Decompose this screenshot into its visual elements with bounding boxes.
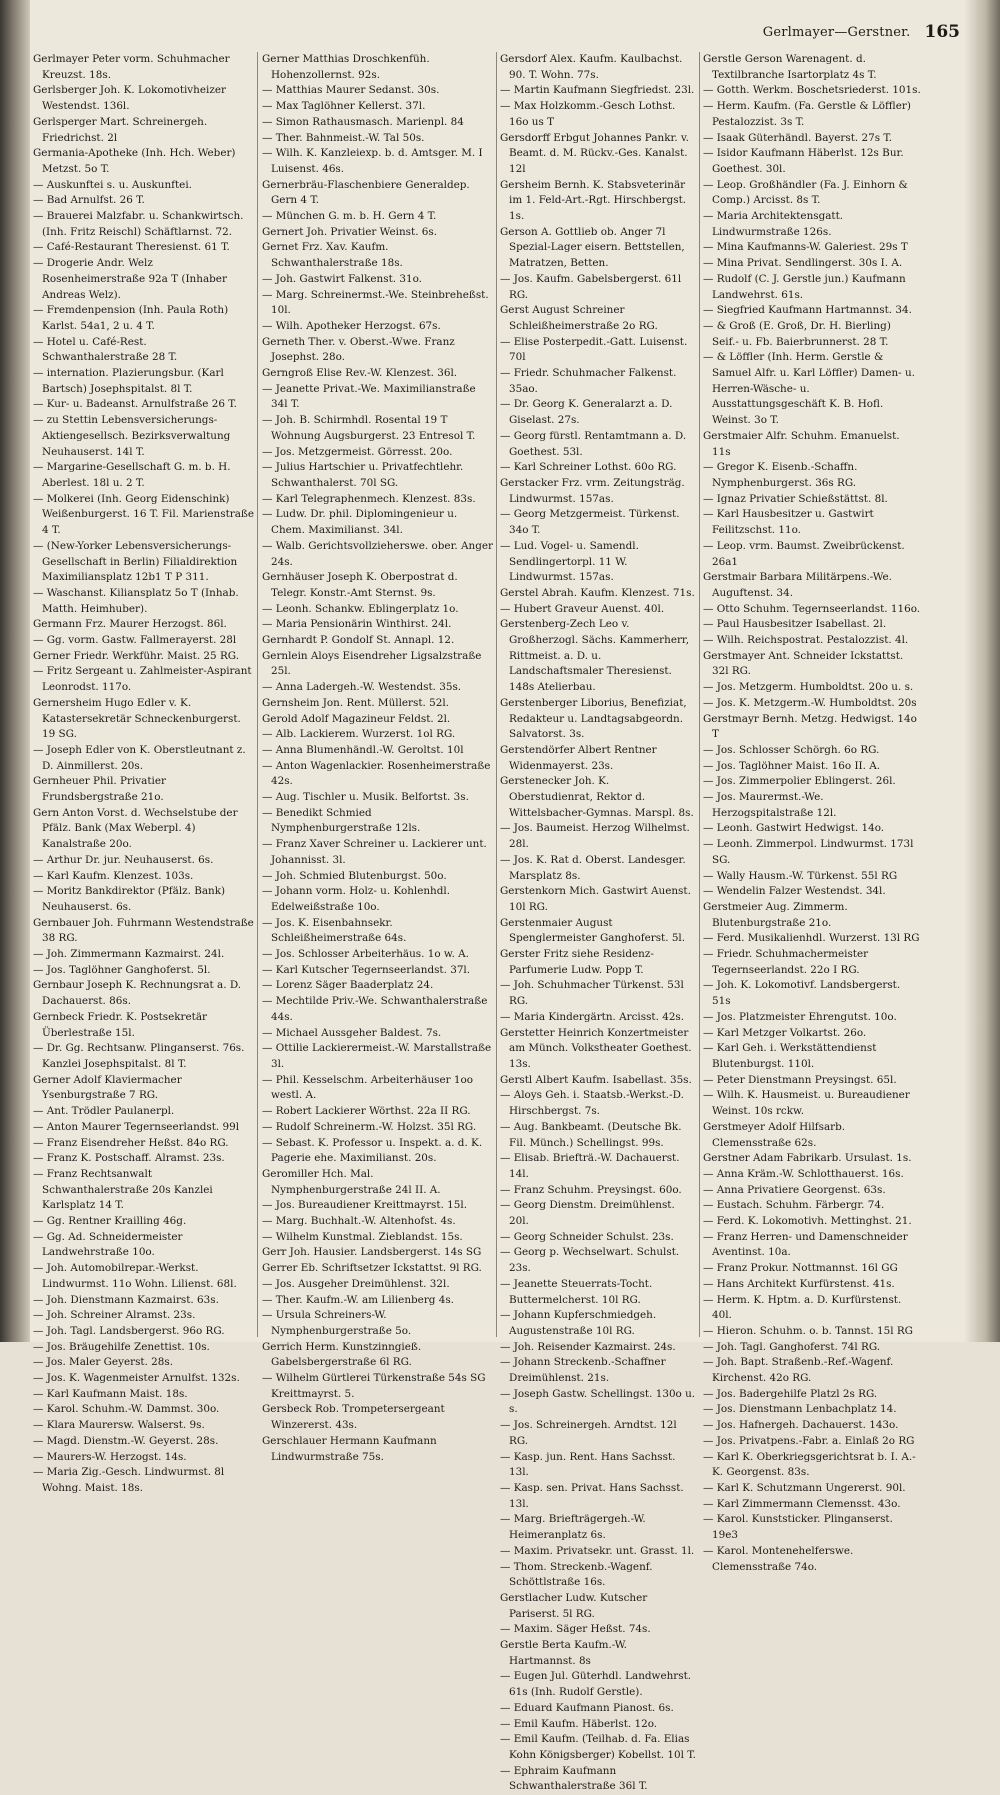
directory-entry: Gerstmair Barbara Militärpens.-We. Auguftenst. 34.	[703, 571, 892, 599]
directory-entry: — Jos. Privatpens.-Fabr. a. Einlaß 2o RG	[703, 1434, 915, 1447]
directory-entry: — Hans Architekt Kurfürstenst. 41s.	[703, 1277, 895, 1290]
directory-entry: — Thom. Streckenb.-Wagenf. Schöttlstraße 16s.	[500, 1560, 653, 1589]
directory-entry: — Arthur Dr. jur. Neuhauserst. 6s.	[33, 853, 214, 866]
directory-entry: — Gg. Ad. Schneidermeister Landwehrstraße 10o.	[33, 1230, 183, 1259]
directory-entry: Gernsheim Jon. Rent. Müllerst. 52l.	[262, 696, 449, 709]
directory-entry: Gerner Friedr. Werkführ. Maist. 25 RG.	[33, 649, 240, 662]
directory-entry: — Gg. vorm. Gastw. Fallmerayerst. 28l	[33, 634, 237, 647]
directory-entry: Gerrich Herm. Kunstzinngieß. Gabelsbergerstraße 6l RG.	[262, 1340, 422, 1369]
column-divider	[496, 52, 497, 1337]
directory-entry: Gersheim Bernh. K. Stabsveterinär im 1. Feld-Art.-Rgt. Hirschbergst. 1s.	[500, 178, 687, 223]
directory-entry: — Karol. Kunststicker. Plinganserst. 19e3	[703, 1513, 893, 1542]
directory-entry: — & Groß (E. Groß, Dr. H. Bierling) Seif.- u. Fb. Baierbrunnerst. 28 T.	[703, 319, 891, 348]
directory-entry: — Magd. Dienstm.-W. Geyerst. 28s.	[33, 1434, 219, 1447]
directory-entry: — München G. m. b. H. Gern 4 T.	[262, 210, 437, 223]
directory-entry: — Wilhelm Gürtlerei Türkenstraße 54s SG Kreittmayrst. 5.	[262, 1372, 486, 1400]
directory-entry: Gerstmeier Aug. Zimmerm. Blutenburgstraße 21o.	[703, 900, 848, 929]
directory-entry: — Mechtilde Priv.-We. Schwanthalerstraße 44s.	[262, 995, 488, 1023]
directory-entry: — Joh. Bapt. Straßenb.-Ref.-Wagenf. Kirchenst. 42o RG.	[703, 1356, 894, 1385]
directory-entry: — Jos. K. Wagenmeister Arnulfst. 132s.	[33, 1372, 240, 1385]
directory-entry: — Paul Hausbesitzer Isabellast. 2l.	[703, 618, 887, 631]
directory-entry: — Ther. Kaufm.-W. am Lilienberg 4s.	[262, 1293, 454, 1306]
directory-entry: — Herm. Kaufm. (Fa. Gerstle & Löffler) Pestalozzist. 3s T.	[703, 100, 911, 128]
directory-entry: — Jos. Maurermst.-We. Herzogspitalstraße 12l.	[703, 791, 837, 819]
directory-entry: Gernheuer Phil. Privatier Frundsbergstraße 21o.	[33, 775, 166, 804]
directory-entry: — Jos. Bräugehilfe Zenettist. 10s.	[33, 1340, 210, 1353]
directory-entry: — Anton Maurer Tegernseerlandst. 99l	[33, 1120, 240, 1133]
directory-entry: Gerstmayer Ant. Schneider Ickstattst. 32l RG.	[703, 649, 904, 678]
running-title: Gerlmayer—Gerstner.	[762, 24, 911, 40]
directory-entry: — Jos. Badergehilfe Platzl 2s RG.	[703, 1387, 878, 1400]
directory-entry: — Peter Dienstmann Preysingst. 65l.	[703, 1073, 897, 1086]
directory-entry: — Ant. Trödler Paulanerpl.	[33, 1105, 175, 1118]
directory-entry: — Jos. Schreinergeh. Arndtst. 12l RG.	[500, 1419, 677, 1447]
directory-entry: Gersbeck Rob. Trompetersergeant Winzererst. 43s.	[262, 1403, 445, 1432]
directory-entry: — Brauerei Malzfabr. u. Schankwirtsch. (Inh. Fritz Reischl) Schäftlarnst. 72.	[33, 210, 244, 238]
directory-entry: — Aug. Tischler u. Musik. Belfortst. 3s.	[262, 791, 469, 804]
directory-entry: Gerstetter Heinrich Konzertmeister am Münch. Volkstheater Goethest. 13s.	[500, 1026, 692, 1070]
directory-entry: — Karl Telegraphenmech. Klenzest. 83s.	[262, 492, 476, 505]
directory-entry: — Joh. Tagl. Ganghoferst. 74l RG.	[703, 1340, 881, 1353]
directory-entry: — Jos. Maler Geyerst. 28s.	[33, 1356, 174, 1369]
directory-entry: — Maria Zig.-Gesch. Lindwurmst. 8l Wohng. Maist. 18s.	[33, 1466, 225, 1494]
directory-entry: — Gregor K. Eisenb.-Schaffn. Nymphenburgerst. 36s RG.	[703, 461, 858, 489]
directory-entry: — (New-Yorker Lebensversicherungs-Gesellschaft in Berlin) Filialdirektion Maximiliansplatz 12b1 T P 311.	[33, 539, 238, 584]
directory-entry: — Jos. K. Metzgerm.-W. Humboldtst. 20s	[703, 696, 917, 709]
directory-entry: Germann Frz. Maurer Herzogst. 86l.	[33, 618, 227, 631]
directory-entry: — Moritz Bankdirektor (Pfälz. Bank) Neuhauserst. 6s.	[33, 885, 226, 913]
directory-entry: — Friedr. Schuhmachermeister Tegernseerlandst. 22o I RG.	[703, 948, 869, 976]
directory-entry: Gerstl Albert Kaufm. Isabellast. 35s.	[500, 1073, 692, 1086]
directory-entry: Geromiller Hch. Mal. Nymphenburgerstraße 24l II. A.	[262, 1167, 441, 1196]
directory-entry: — Leonh. Gastwirt Hedwigst. 14o.	[703, 822, 885, 835]
directory-entry: — Ottilie Lackierermeist.-W. Marstallstraße 3l.	[262, 1042, 492, 1070]
directory-entry: — Joh. Dienstmann Kazmairst. 63s.	[33, 1293, 219, 1306]
directory-entry: Gerstle Berta Kaufm.-W. Hartmannst. 8s	[500, 1639, 627, 1667]
directory-entry: — Mina Privat. Sendlingerst. 30s I. A.	[703, 257, 903, 270]
directory-entry: — Jos. Hafnergeh. Dachauerst. 143o.	[703, 1419, 899, 1432]
directory-entry: — Joseph Gastw. Schellingst. 130o u. s.	[500, 1387, 696, 1416]
directory-entry: — Ignaz Privatier Schießstättst. 8l.	[703, 492, 888, 505]
directory-entry: — Jos. Taglöhner Maist. 16o II. A.	[703, 759, 881, 772]
directory-entry: — Wilh. Apotheker Herzogst. 67s.	[262, 319, 441, 332]
directory-entry: — Benedikt Schmied Nymphenburgerstraße 12ls.	[262, 806, 421, 835]
directory-entry: — Anton Wagenlackier. Rosenheimerstraße 42s.	[262, 759, 491, 788]
directory-entry: — Joh. Tagl. Landsbergerst. 96o RG.	[33, 1324, 225, 1337]
directory-column-1	[33, 52, 255, 1494]
directory-entry: — Elisab. Briefträ.-W. Dachauerst. 14l.	[500, 1152, 680, 1180]
directory-entry: — Hubert Graveur Auenst. 40l.	[500, 602, 665, 615]
directory-entry: Gerold Adolf Magazineur Feldst. 2l.	[262, 712, 451, 725]
directory-entry: — Maria Kindergärtn. Arcisst. 42s.	[500, 1010, 685, 1023]
page-number: 165	[924, 22, 960, 42]
directory-entry: — Dr. Georg K. Generalarzt a. D. Giselast. 27s.	[500, 398, 673, 427]
directory-entry: — Isaak Güterhändl. Bayerst. 27s T.	[703, 131, 893, 144]
directory-entry: Gernbaur Joseph K. Rechnungsrat a. D. Dachauerst. 86s.	[33, 979, 242, 1008]
directory-entry: — Drogerie Andr. Welz Rosenheimerstraße 92a T (Inhaber Andreas Welz).	[33, 257, 227, 301]
directory-entry: — Karol. Schuhm.-W. Dammst. 30o.	[33, 1403, 220, 1416]
directory-entry: Gernlein Aloys Eisendreher Ligsalzstraße 25l.	[262, 649, 482, 678]
directory-entry: — Phil. Kesselschm. Arbeiterhäuser 1oo westl. A.	[262, 1073, 474, 1102]
directory-entry: Gernbeck Friedr. K. Postsekretär Überlestraße 15l.	[33, 1010, 207, 1039]
directory-entry: — Elise Posterpedit.-Gatt. Luisenst. 70l	[500, 335, 688, 364]
directory-entry: — Wilh. K. Hausmeist. u. Bureaudiener Weinst. 10s rckw.	[703, 1089, 910, 1118]
directory-entry: — Johann Streckenb.-Schaffner Dreimühlenst. 21s.	[500, 1356, 666, 1385]
directory-entry: — Waschanst. Kiliansplatz 5o T (Inhab. Matth. Heimhuber).	[33, 586, 239, 615]
directory-entry: — Georg p. Wechselwart. Schulst. 23s.	[500, 1246, 680, 1275]
directory-entry: — Joh. Reisender Kazmairst. 24s.	[500, 1340, 676, 1353]
directory-entry: — Johann Kupferschmiedgeh. Augustenstraße 10l RG.	[500, 1309, 657, 1337]
directory-entry: — Maxim. Privatsekr. unt. Grasst. 1l.	[500, 1544, 695, 1557]
directory-entry: — Wilh. Reichspostrat. Pestalozzist. 4l.	[703, 634, 909, 647]
directory-entry: Gerlmayer Peter vorm. Schuhmacher Kreuzst. 18s.	[33, 53, 230, 81]
directory-entry: — Emil Kaufm. Häberlst. 12o.	[500, 1717, 658, 1730]
directory-entry: — Joh. Schuhmacher Türkenst. 53l RG.	[500, 979, 684, 1008]
directory-entry: — Robert Lackierer Wörthst. 22a II RG.	[262, 1105, 471, 1118]
directory-entry: — Leop. Großhändler (Fa. J. Einhorn & Comp.) Arcisst. 8s T.	[703, 178, 908, 207]
directory-entry: — Walb. Gerichtsvollzieherswe. ober. Anger 24s.	[262, 539, 493, 568]
directory-entry: — Franz Herren- und Damenschneider Aventinst. 10a.	[703, 1230, 908, 1259]
directory-entry: — Georg Metzgermeist. Türkenst. 34o T.	[500, 508, 680, 537]
directory-entry: — Karl Hausbesitzer u. Gastwirt Feilitzschst. 11o.	[703, 508, 874, 537]
directory-entry: Gerstacker Frz. vrm. Zeitungsträg. Lindwurmst. 157as.	[500, 476, 685, 505]
directory-entry: — Isidor Kaufmann Häberlst. 12s Bur. Goethest. 30l.	[703, 147, 904, 175]
directory-entry: — Ferd. K. Lokomotivh. Mettinghst. 21.	[703, 1215, 912, 1228]
directory-entry: Gerstmeyer Adolf Hilfsarb. Clemensstraße 62s.	[703, 1120, 846, 1149]
directory-entry: — Kasp. sen. Privat. Hans Sachsst. 13l.	[500, 1481, 684, 1510]
directory-entry: — Martin Kaufmann Siegfriedst. 23l.	[500, 84, 695, 97]
directory-entry: Gerstmaier Alfr. Schuhm. Emanuelst. 11s	[703, 429, 900, 458]
directory-entry: — Jos. Zimmerpolier Eblingerst. 26l.	[703, 775, 896, 788]
page-header	[700, 20, 960, 44]
directory-entry: — Kur- u. Badeanst. Arnulfstraße 26 T.	[33, 398, 237, 411]
directory-entry: — Jos. Kaufm. Gabelsbergerst. 61l RG.	[500, 272, 682, 301]
directory-entry: — Franz Rechtsanwalt Schwanthalerstraße 20s Kanzlei Karlsplatz 14 T.	[33, 1167, 213, 1212]
directory-entry: — Aloys Geh. i. Staatsb.-Werkst.-D. Hirschbergst. 7s.	[500, 1089, 684, 1118]
directory-entry: — internation. Plazierungsbur. (Karl Bartsch) Josephspitalst. 8l T.	[33, 367, 224, 395]
directory-entry: — Jos. Dienstmann Lenbachplatz 14.	[703, 1403, 897, 1416]
directory-entry: — Marg. Briefträgergeh.-W. Heimeranplatz 6s.	[500, 1513, 646, 1542]
directory-entry: — Rudolf (C. J. Gerstle jun.) Kaufmann Landwehrst. 61s.	[703, 272, 906, 301]
directory-entry: — Karl Kaufmann Maist. 18s.	[33, 1387, 188, 1400]
directory-entry: — Simon Rathausmasch. Marienpl. 84	[262, 115, 464, 128]
directory-entry: — Friedr. Schuhmacher Falkenst. 35ao.	[500, 367, 677, 395]
directory-entry: — Karl Zimmermann Clemensst. 43o.	[703, 1497, 901, 1510]
directory-entry: Gerstmayr Bernh. Metzg. Hedwigst. 14o T	[703, 712, 917, 741]
directory-entry: — Eduard Kaufmann Pianost. 6s.	[500, 1701, 674, 1714]
directory-entry: — Hotel u. Café-Rest. Schwanthalerstraße 28 T.	[33, 335, 178, 364]
directory-entry: — Maria Architektensgatt. Lindwurmstraße 126s.	[703, 210, 844, 238]
directory-entry: — Anna Blumenhändl.-W. Geroltst. 10l	[262, 743, 464, 756]
directory-entry: — Jos. K. Eisenbahnsekr. Schleißheimerstraße 64s.	[262, 916, 407, 945]
directory-entry: — Wally Hausm.-W. Türkenst. 55l RG	[703, 869, 898, 882]
directory-entry: — Karl Schreiner Lothst. 60o RG.	[500, 461, 677, 474]
directory-entry: — Karol. Montenehelferswe. Clemensstraße 74o.	[703, 1544, 854, 1573]
directory-entry: — Gg. Rentner Krailling 46g.	[33, 1215, 187, 1228]
directory-entry: Gerlsberger Joh. K. Lokomotivheizer Westendst. 136l.	[33, 84, 226, 113]
directory-entry: — Karl K. Schutzmann Ungererst. 90l.	[703, 1481, 906, 1494]
directory-entry: Gernhardt P. Gondolf St. Annapl. 12.	[262, 634, 455, 647]
directory-entry: Gerstner Adam Fabrikarb. Ursulast. 1s.	[703, 1152, 912, 1165]
page-edge-shadow	[964, 0, 1000, 1342]
directory-entry: Gerst August Schreiner Schleißheimerstraße 2o RG.	[500, 304, 658, 332]
directory-entry: — Wilh. K. Kanzleiexp. b. d. Amtsger. M. I Luisenst. 46s.	[262, 147, 483, 175]
directory-entry: Gerschlauer Hermann Kaufmann Lindwurmstraße 75s.	[262, 1434, 437, 1463]
directory-entry: — & Löffler (Inh. Herm. Gerstle & Samuel Alfr. u. Karl Löffler) Damen- u. Herren-Wäsche- u. Ausstattungsgeschäft K. B. Hofl. Weinst. 3o T.	[703, 351, 915, 427]
directory-entry: — Siegfried Kaufmann Hartmannst. 34.	[703, 304, 912, 317]
directory-entry: Gerneth Ther. v. Oberst.-Wwe. Franz Josephst. 28o.	[262, 335, 455, 364]
directory-entry: — Café-Restaurant Theresienst. 61 T.	[33, 241, 230, 254]
directory-entry: — Michael Aussgeher Baldest. 7s.	[262, 1026, 442, 1039]
directory-entry: — Joh. Automobilrepar.-Werkst. Lindwurmst. 11o Wohn. Lilienst. 68l.	[33, 1262, 237, 1290]
directory-entry: Gernet Frz. Xav. Kaufm. Schwanthalerstraße 18s.	[262, 241, 403, 270]
directory-entry: — Eugen Jul. Güterhdl. Landwehrst. 61s (Inh. Rudolf Gerstle).	[500, 1670, 692, 1699]
directory-entry: Germania-Apotheke (Inh. Hch. Weber) Metzst. 5o T.	[33, 147, 236, 175]
directory-entry: — Matthias Maurer Sedanst. 30s.	[262, 84, 440, 97]
directory-entry: Gerner Adolf Klaviermacher Ysenburgstraße 7 RG.	[33, 1073, 182, 1102]
directory-entry: — Jos. Bureaudiener Kreittmayrst. 15l.	[262, 1199, 468, 1212]
directory-entry: — Franz Xaver Schreiner u. Lackierer unt. Johannisst. 3l.	[262, 838, 487, 866]
directory-entry: — Karl Kaufm. Klenzest. 103s.	[33, 869, 194, 882]
directory-entry: — Fremdenpension (Inh. Paula Roth) Karlst. 54a1, 2 u. 4 T.	[33, 304, 229, 332]
directory-entry: Gerlsperger Mart. Schreinergeh. Friedrichst. 2l	[33, 115, 208, 144]
directory-entry: Gernersheim Hugo Edler v. K. Katastersekretär Schneckenburgerst. 19 SG.	[33, 696, 241, 741]
directory-entry: — Lorenz Säger Baaderplatz 24.	[262, 979, 434, 992]
directory-entry: Gersdorff Erbgut Johannes Pankr. v. Beamt. d. M. Rückv.-Ges. Kanalst. 12l	[500, 131, 689, 175]
directory-column-2	[262, 52, 494, 1463]
directory-entry: — Gotth. Werkm. Boschetsriederst. 101s.	[703, 84, 921, 97]
directory-entry: — Ludw. Dr. phil. Diplomingenieur u. Chem. Maximilianst. 34l.	[262, 508, 458, 537]
directory-entry: — Max Holzkomm.-Gesch Lothst. 16o us T	[500, 100, 676, 128]
directory-entry: — Georg fürstl. Rentamtmann a. D. Goethest. 53l.	[500, 429, 687, 458]
directory-entry: Gerstlacher Ludw. Kutscher Pariserst. 5l RG.	[500, 1591, 648, 1620]
directory-entry: — Maria Pensionärin Winthirst. 24l.	[262, 618, 452, 631]
directory-entry: — Karl Geh. i. Werkstättendienst Blutenburgst. 110l.	[703, 1042, 877, 1070]
directory-entry: — Karl Kutscher Tegernseerlandst. 37l.	[262, 963, 471, 976]
directory-entry: — Karl Metzger Volkartst. 26o.	[703, 1026, 867, 1039]
directory-entry: — Jos. Platzmeister Ehrengutst. 10o.	[703, 1010, 897, 1023]
directory-entry: — Maurers-W. Herzogst. 14s.	[33, 1450, 187, 1463]
directory-entry: — Maxim. Säger Heßst. 74s.	[500, 1623, 651, 1636]
directory-entry: — Jos. Baumeist. Herzog Wilhelmst. 28l.	[500, 822, 690, 851]
directory-entry: — Georg Schneider Schulst. 23s.	[500, 1230, 674, 1243]
directory-entry: — Joseph Edler von K. Oberstleutnant z. D. Ainmillerst. 20s.	[33, 743, 246, 772]
directory-entry: Gerstenberger Liborius, Benefiziat, Redakteur u. Landtagsabgeordn. Salvatorst. 3s.	[500, 696, 687, 741]
directory-entry: — Ther. Bahnmeist.-W. Tal 50s.	[262, 131, 425, 144]
directory-entry: — Leonh. Schankw. Eblingerplatz 1o.	[262, 602, 459, 615]
directory-entry: Gerstenkorn Mich. Gastwirt Auenst. 10l RG.	[500, 885, 691, 913]
directory-entry: — Joh. Schreiner Alramst. 23s.	[33, 1309, 196, 1322]
directory-entry: — Fritz Sergeant u. Zahlmeister-Aspirant Leonrodst. 117o.	[33, 665, 252, 694]
directory-entry: — Franz Eisendreher Heßst. 84o RG.	[33, 1136, 229, 1149]
directory-entry: — Jos. K. Rat d. Oberst. Landesger. Marsplatz 8s.	[500, 853, 686, 882]
directory-entry: — Max Taglöhner Kellerst. 37l.	[262, 100, 426, 113]
directory-entry: — Mina Kaufmanns-W. Galeriest. 29s T	[703, 241, 908, 254]
directory-entry: — Rudolf Schreinerm.-W. Holzst. 35l RG.	[262, 1120, 477, 1133]
column-divider	[257, 52, 258, 1337]
directory-entry: — Eustach. Schuhm. Färbergr. 74.	[703, 1199, 885, 1212]
directory-entry: — Julius Hartschier u. Privatfechtlehr. Schwanthalerst. 70l SG.	[262, 461, 464, 489]
directory-entry: — Jos. Metzgermeist. Görresst. 20o.	[262, 445, 453, 458]
directory-entry: — Emil Kaufm. (Teilhab. d. Fa. Elias Kohn Königsberger) Kobellst. 10l T.	[500, 1733, 696, 1761]
directory-entry: — Georg Dienstm. Dreimühlenst. 20l.	[500, 1199, 675, 1228]
directory-entry: — Joh. K. Lokomotivf. Landsbergerst. 51s	[703, 979, 901, 1008]
directory-entry: — Jos. Schlosser Arbeiterhäus. 1o w. A.	[262, 948, 469, 961]
directory-entry: — Marg. Schreinermst.-We. Steinbreheßst. 10l.	[262, 288, 489, 317]
directory-entry: Gerr Joh. Hausier. Landsbergerst. 14s SG	[262, 1246, 482, 1259]
directory-entry: — Franz Prokur. Nottmannst. 16l GG	[703, 1262, 898, 1275]
directory-entry: — Joh. Schmied Blutenburgst. 50o.	[262, 869, 447, 882]
directory-entry: — Leop. vrm. Baumst. Zweibrückenst. 26a1	[703, 539, 905, 568]
directory-entry: Gernerbräu-Flaschenbiere Generaldep. Gern 4 T.	[262, 178, 470, 207]
directory-entry: — Hieron. Schuhm. o. b. Tannst. 15l RG	[703, 1324, 913, 1337]
directory-entry: — Jeanette Privat.-We. Maximilianstraße 34l T.	[262, 382, 476, 411]
directory-entry: Gerstendörfer Albert Rentner Widenmayerst. 23s.	[500, 743, 657, 772]
directory-entry: Gernert Joh. Privatier Weinst. 6s.	[262, 225, 438, 238]
directory-entry: Gernhäuser Joseph K. Oberpostrat d. Telegr. Konstr.-Amt Sternst. 9s.	[262, 571, 458, 599]
directory-entry: — Otto Schuhm. Tegernseerlandst. 116o.	[703, 602, 921, 615]
directory-entry: — Ursula Schreiners-W. Nymphenburgerstraße 5o.	[262, 1309, 412, 1337]
directory-entry: Gern Anton Vorst. d. Wechselstube der Pfälz. Bank (Max Weberpl. 4) Kanalstraße 20o.	[33, 806, 238, 851]
directory-entry: — Dr. Gg. Rechtsanw. Plinganserst. 76s. Kanzlei Josephspitalst. 8l T.	[33, 1042, 245, 1070]
directory-entry: Gerner Matthias Droschkenfüh. Hohenzollernst. 92s.	[262, 53, 430, 81]
directory-entry: Gerstenecker Joh. K. Oberstudienrat, Rektor d. Wittelsbacher-Gymnas. Marspl. 8s.	[500, 775, 694, 819]
directory-entry: Gerstenberg-Zech Leo v. Großherzogl. Sächs. Kammerherr, Rittmeist. a. D. u. Landschaftsmaler Theresienst. 148s Atelierbau.	[500, 618, 690, 694]
directory-entry: — Karl K. Oberkriegsgerichtsrat b. I. A.-K. Georgenst. 83s.	[703, 1450, 916, 1479]
directory-entry: — Joh. B. Schirmhdl. Rosental 19 T Wohnung Augsburgerst. 23 Entresol T.	[262, 414, 476, 442]
directory-column-3	[500, 52, 696, 1793]
directory-entry: — Wendelin Falzer Westendst. 34l.	[703, 885, 886, 898]
directory-entry: Gerstle Gerson Warenagent. d. Textilbranche Isartorplatz 4s T.	[703, 53, 877, 81]
directory-entry: Gernbauer Joh. Fuhrmann Westendstraße 38 RG.	[33, 916, 254, 945]
directory-entry: Gerstel Abrah. Kaufm. Klenzest. 71s.	[500, 586, 695, 599]
directory-entry: — Franz Schuhm. Preysingst. 60o.	[500, 1183, 682, 1196]
directory-entry: — Jos. Metzgerm. Humboldtst. 20o u. s.	[703, 681, 914, 694]
directory-column-4	[703, 52, 921, 1573]
directory-entry: — Franz K. Postschaff. Alramst. 23s.	[33, 1152, 225, 1165]
directory-entry: Gerrer Eb. Schriftsetzer Ickstattst. 9l RG.	[262, 1262, 482, 1275]
directory-entry: — Anna Ladergeh.-W. Westendst. 35s.	[262, 681, 462, 694]
directory-entry: — Sebast. K. Professor u. Inspekt. a. d. K. Pagerie ehe. Maximilianst. 20s.	[262, 1136, 483, 1165]
directory-entry: — Anna Privatiere Georgenst. 63s.	[703, 1183, 886, 1196]
directory-entry: — Lud. Vogel- u. Samendl. Sendlingertorpl. 11 W. Lindwurmst. 157as.	[500, 539, 639, 584]
directory-entry: — Ephraim Kaufmann Schwanthalerstraße 36l T.	[500, 1764, 648, 1793]
directory-entry: — Jos. Ausgeher Dreimühlenst. 32l.	[262, 1277, 450, 1290]
directory-entry: — Leonh. Zimmerpol. Lindwurmst. 173l SG.	[703, 838, 914, 866]
directory-entry: — Kasp. jun. Rent. Hans Sachsst. 13l.	[500, 1450, 676, 1479]
directory-entry: Gerstenmaier August Spenglermeister Ganghoferst. 5l.	[500, 916, 686, 945]
directory-entry: — Jos. Schlosser Schörgh. 6o RG.	[703, 743, 880, 756]
directory-entry: — Klara Maurersw. Walserst. 9s.	[33, 1419, 205, 1432]
directory-entry: — Marg. Buchhalt.-W. Altenhofst. 4s.	[262, 1215, 456, 1228]
directory-entry: — Herm. K. Hptm. a. D. Kurfürstenst. 40l.	[703, 1293, 902, 1322]
directory-entry: — Joh. Zimmermann Kazmairst. 24l.	[33, 948, 225, 961]
directory-entry: — zu Stettin Lebensversicherungs-Aktiengesellsch. Bezirksverwaltung Neuhauserst. 14l T.	[33, 414, 231, 458]
directory-entry: — Joh. Gastwirt Falkenst. 31o.	[262, 272, 422, 285]
directory-entry: — Molkerei (Inh. Georg Eidenschink) Weißenburgerst. 16 T. Fil. Marienstraße 4 T.	[33, 492, 254, 537]
directory-entry: Gerster Fritz siehe Residenz-Parfumerie Ludw. Popp T.	[500, 948, 654, 976]
directory-entry: — Johann vorm. Holz- u. Kohlenhdl. Edelweißstraße 10o.	[262, 885, 451, 913]
column-divider	[699, 52, 700, 1337]
directory-entry: — Jos. Taglöhner Ganghoferst. 5l.	[33, 963, 211, 976]
directory-entry: — Bad Arnulfst. 26 T.	[33, 194, 145, 207]
directory-entry: — Margarine-Gesellschaft G. m. b. H. Aberlest. 18l u. 2 T.	[33, 461, 231, 489]
directory-entry: — Anna Kräm.-W. Schlotthauerst. 16s.	[703, 1167, 904, 1180]
directory-entry: Gerson A. Gottlieb ob. Anger 7l Spezial-Lager eisern. Bettstellen, Matratzen, Betten.	[500, 225, 685, 270]
book-gutter-shadow	[0, 0, 30, 1342]
directory-entry: — Wilhelm Kunstmal. Zieblandst. 15s.	[262, 1230, 463, 1243]
directory-entry: — Auskunftei s. u. Auskunftei.	[33, 178, 192, 191]
directory-entry: — Aug. Bankbeamt. (Deutsche Bk. Fil. Münch.) Schellingst. 99s.	[500, 1120, 682, 1149]
directory-entry: — Ferd. Musikalienhdl. Wurzerst. 13l RG	[703, 932, 920, 945]
directory-entry: Gersdorf Alex. Kaufm. Kaulbachst. 90. T. Wohn. 77s.	[500, 53, 683, 81]
directory-entry: — Jeanette Steuerrats-Tocht. Buttermelcherst. 10l RG.	[500, 1277, 653, 1306]
directory-entry: Gerngroß Elise Rev.-W. Klenzest. 36l.	[262, 367, 458, 380]
directory-entry: — Alb. Lackierem. Wurzerst. 1ol RG.	[262, 728, 456, 741]
